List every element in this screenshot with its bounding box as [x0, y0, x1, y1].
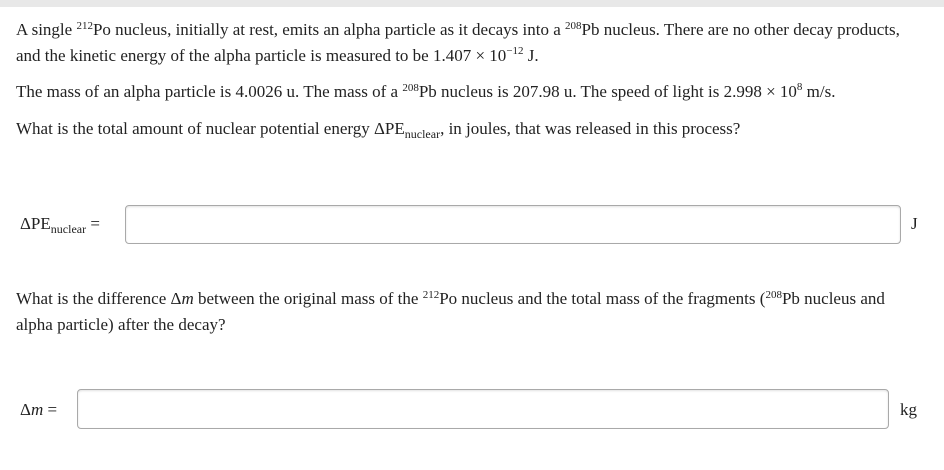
- pb-mass-number: 208: [765, 289, 782, 301]
- po-mass-number: 212: [422, 289, 440, 301]
- mass-answer-field[interactable]: [77, 389, 889, 429]
- mass-unit: kg: [900, 400, 917, 419]
- pb-mass-number: 208: [565, 20, 582, 32]
- energy-exponent: −12: [506, 45, 524, 57]
- top-divider: [0, 0, 944, 7]
- energy-answer-label: $\Delta PE_{nuclear}$ =: [20, 214, 100, 236]
- energy-answer-field[interactable]: [125, 205, 901, 244]
- problem-statement: A single $^{212}$Po nucleus, initially at rest, emits an alpha particle as it decays into a $^{208}$Pb nucleus. There are no other decay products, and the kinetic energy of the alpha particle is measured to be $1.407 \times 10^{-12}$ J.: [16, 20, 900, 65]
- energy-unit: J: [911, 214, 918, 233]
- pb-mass-number: 208: [402, 82, 419, 94]
- mass-answer-label: Δm =: [20, 400, 58, 419]
- given-constants: The mass of an alpha particle is 4.0026 u. The mass of a $^{208}$Pb nucleus is 207.98 u. The speed of light is $2.998 \times 10^8$ m/s.: [16, 81, 836, 101]
- energy-answer-input[interactable]: [126, 206, 900, 243]
- question-mass-prompt: What is the difference Δm between the original mass of the $^{212}$Po nucleus and the total mass of the fragments ($^{208}$Pb nucleus and alpha particle) after the decay?: [16, 289, 885, 334]
- mass-answer-input[interactable]: [78, 390, 888, 428]
- speed-of-light-exponent: 8: [796, 81, 803, 93]
- po-mass-number: 212: [76, 20, 93, 32]
- question-energy-prompt: What is the total amount of nuclear potential energy $\Delta PE_{nuclear}$, in joules, that was released in this process?: [16, 119, 741, 141]
